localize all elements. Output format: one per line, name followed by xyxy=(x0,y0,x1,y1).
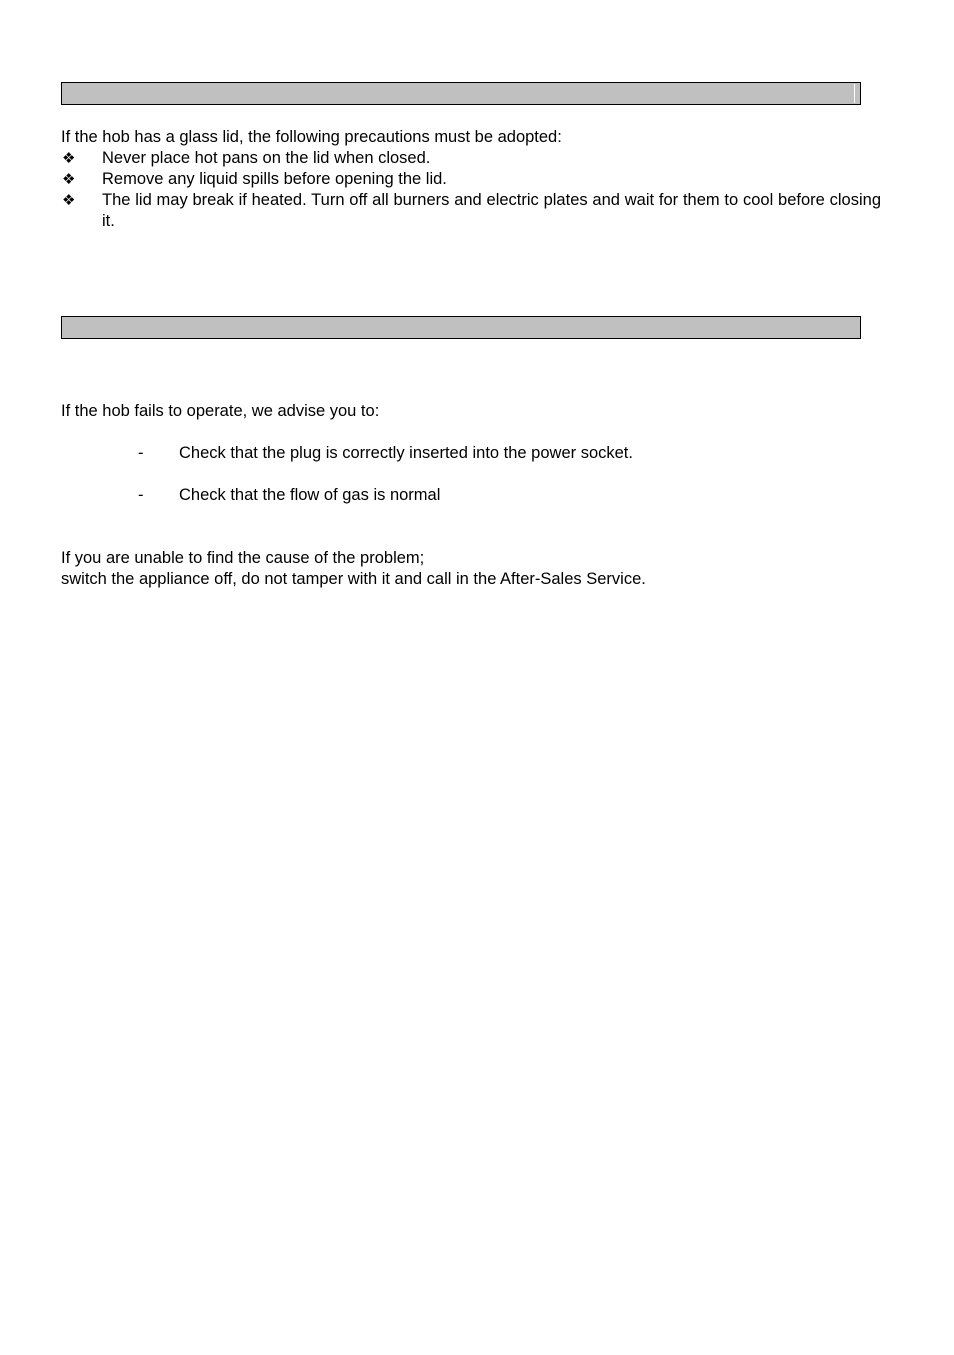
glass-lid-precautions-list xyxy=(61,148,881,232)
check-item xyxy=(138,485,440,506)
check-item-text: Check that the plug is correctly inserted into the power socket. xyxy=(179,444,633,462)
closing-line-1: If you are unable to find the cause of the problem; xyxy=(61,549,425,567)
bullet-diamond-icon: ❖ xyxy=(62,191,76,209)
list-item-text: Remove any liquid spills before opening the lid. xyxy=(102,170,447,188)
glass-lid-intro: If the hob has a glass lid, the following precautions must be adopted: xyxy=(61,128,562,146)
check-item-text: Check that the flow of gas is normal xyxy=(179,486,441,504)
list-item-text: Never place hot pans on the lid when closed. xyxy=(102,149,431,167)
bullet-diamond-icon: ❖ xyxy=(62,149,76,167)
list-item xyxy=(61,169,881,190)
dash-bullet: - xyxy=(138,444,144,462)
section-header-bar-troubleshooting xyxy=(61,316,861,339)
list-item xyxy=(61,190,881,232)
list-item xyxy=(61,148,881,169)
check-item xyxy=(138,443,633,464)
section-header-bar-glass-lid xyxy=(61,82,861,105)
bullet-diamond-icon: ❖ xyxy=(62,170,76,188)
list-item-text: The lid may break if heated. Turn off all burners and electric plates and wait for them to cool before closing it. xyxy=(102,191,881,230)
closing-line-2: switch the appliance off, do not tamper with it and call in the After-Sales Service. xyxy=(61,570,646,588)
troubleshooting-intro: If the hob fails to operate, we advise you to: xyxy=(61,402,380,420)
dash-bullet: - xyxy=(138,486,144,504)
